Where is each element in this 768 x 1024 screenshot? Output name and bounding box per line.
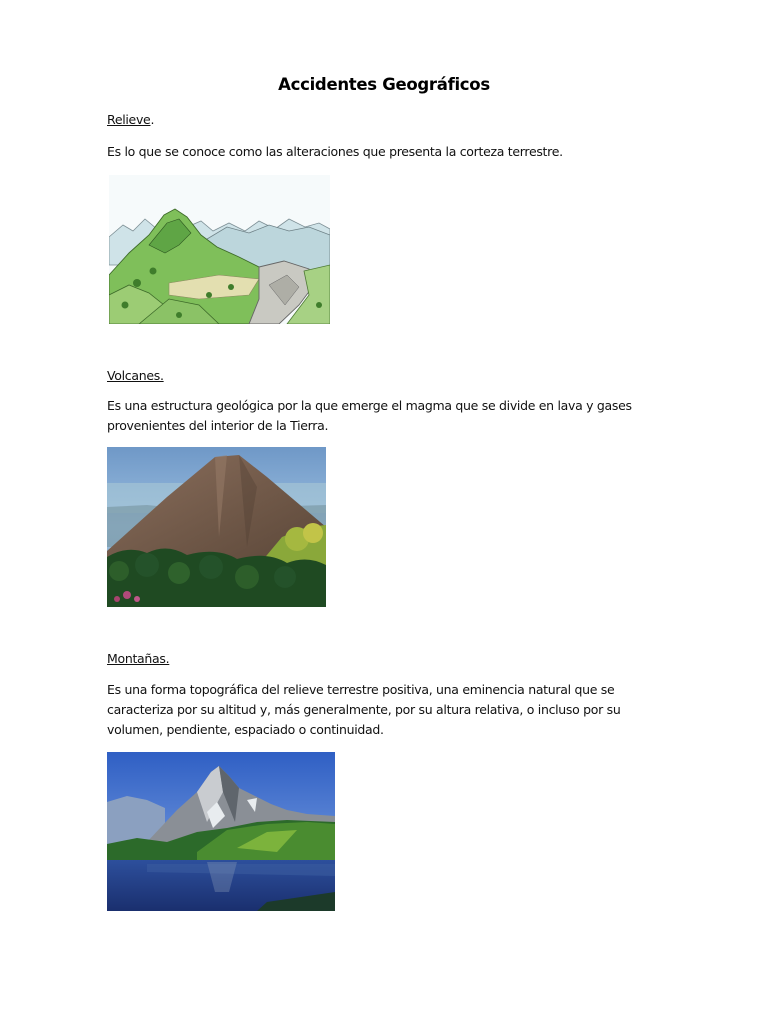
section-heading-suffix: . <box>150 112 155 127</box>
section-heading-relieve <box>107 112 154 127</box>
section-heading-text: Volcanes. <box>107 368 164 383</box>
section-heading-text: Relieve <box>107 112 151 127</box>
section-text-volcanes: Es una estructura geológica por la que emerge el magma que se divide en lava y gases provenientes del interior de la Tierra. <box>107 398 632 433</box>
volcano-photo <box>107 447 326 607</box>
section-text-relieve: Es lo que se conoce como las alteraciones que presenta la corteza terrestre. <box>107 144 563 159</box>
mountain-lake-photo <box>107 752 335 911</box>
relieve-illustration <box>109 175 330 324</box>
document-title: Accidentes Geográficos <box>278 75 490 94</box>
section-heading-volcanes <box>107 368 164 383</box>
section-heading-montanas <box>107 651 169 666</box>
section-text-montanas: Es una forma topográfica del relieve terrestre positiva, una eminencia natural que se caracteriza por su altitud y, más generalmente, por su altura relativa, o incluso por su volumen, pendiente, espaciado o continuidad. <box>107 682 621 737</box>
section-heading-text: Montañas. <box>107 651 170 666</box>
